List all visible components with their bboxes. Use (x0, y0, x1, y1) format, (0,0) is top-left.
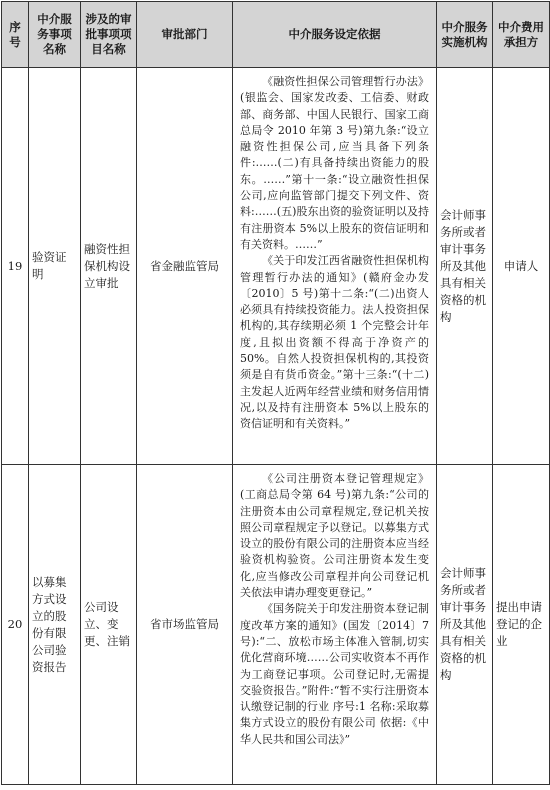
row-seq: 20 (2, 465, 29, 785)
row-item: 以募集方式设立的股份有限公司验资报告 (29, 465, 81, 785)
row-related: 融资性担保机构设立审批 (81, 68, 137, 465)
row-related: 公司设立、变更、注销 (81, 465, 137, 785)
table-row (2, 465, 550, 785)
basis-paragraph: 《关于印发江西省融资性担保机构管理暂行办法的通知》(赣府金办发〔2010〕5 号)第十二条:“(二)出资人必须具有持续投资能力。法人投资担保机构的,其存续期必须 1 个完整会计年度,且拟出资额不得高于净资产的 50%。自然人投资担保机构的,其投资须是自有货币资金。”第十三条:“(十二)主发起人近两年经营业绩和财务信用情况,以及持有注册资本 5%以上股东的资信证明和有关资料。” (240, 254, 433, 431)
row-provider: 会计师事务所或者审计事务所及其他具有相关资格的机构 (437, 465, 493, 785)
row-basis (233, 68, 437, 465)
header-provider: 中介服务实施机构 (437, 2, 493, 68)
row-payer: 提出申请登记的企业 (493, 465, 550, 785)
intermediary-services-table (1, 1, 550, 785)
header-seq: 序号 (2, 2, 29, 68)
row-item: 验资证明 (29, 68, 81, 465)
header-payer: 中介费用承担方 (493, 2, 550, 68)
row-provider: 会计师事务所或者审计事务所及其他具有相关资格的机构 (437, 68, 493, 465)
basis-paragraph: 《公司注册资本登记管理规定》(工商总局令第 64 号)第九条:“公司的注册资本由公司章程规定,登记机关按照公司章程规定予以登记。以募集方式设立的股份有限公司的注册资本应当经验资机构验资。公司注册资本发生变化,应当修改公司章程并向公司登记机关依法申请办理变更登记。” (240, 472, 429, 600)
basis-paragraph: 《国务院关于印发注册资本登记制度改革方案的通知》(国发〔2014〕7 号):“二、放松市场主体准入管制,切实优化营商环境……公司实收资本不再作为工商登记事项。公司登记时,无需提交验资报告。”附件:“暂不实行注册资本认缴登记制的行业 序号:1 名称:采取募集方式设立的股份有限公司 依据:《中华人民共和国公司法》” (240, 602, 433, 746)
basis-paragraph: 《融资性担保公司管理暂行办法》(银监会、国家发改委、工信委、财政部、商务部、中国人民银行、国家工商总局令 2010 年第 3 号)第九条:“设立融资性担保公司,应当具备下列条件:……(二)有具备持续出资能力的股东。……”第十一条:“设立融资性担保公司,应向监管部门提交下列文件、资料:……(五)股东出资的验资证明以及持有注册资本 5%以上股东的资信证明和有关资料。……” (240, 75, 429, 251)
table-row (2, 68, 550, 465)
header-row (2, 2, 550, 68)
header-basis: 中介服务设定依据 (233, 2, 437, 68)
row-basis (233, 465, 437, 785)
row-department: 省市场监管局 (137, 465, 233, 785)
row-payer: 申请人 (493, 68, 550, 465)
header-department: 审批部门 (137, 2, 233, 68)
row-seq: 19 (2, 68, 29, 465)
header-related: 涉及的审批事项项目名称 (81, 2, 137, 68)
header-item: 中介服务事项名称 (29, 2, 81, 68)
row-department: 省金融监管局 (137, 68, 233, 465)
